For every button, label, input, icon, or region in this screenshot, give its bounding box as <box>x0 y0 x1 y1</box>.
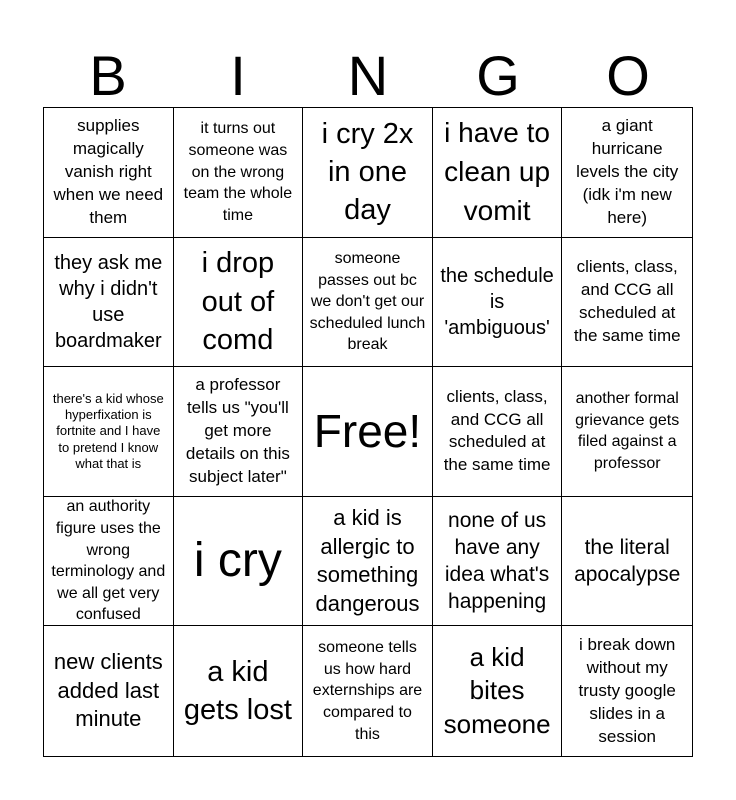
bingo-cell[interactable] <box>562 497 692 627</box>
bingo-cell[interactable] <box>174 626 304 756</box>
bingo-cell[interactable] <box>433 497 563 627</box>
bingo-cell[interactable] <box>303 497 433 627</box>
header-letter-b: B <box>89 44 127 107</box>
bingo-cell[interactable] <box>44 626 174 756</box>
header-letter-g: G <box>476 44 520 107</box>
cell-text: a kid bites someone <box>443 641 551 740</box>
bingo-cell[interactable] <box>433 108 563 238</box>
cell-text: the schedule is 'ambiguous' <box>440 264 554 339</box>
cell-text: a giant hurricane levels the city (idk i'm new here) <box>576 115 679 227</box>
bingo-cell[interactable] <box>562 108 692 238</box>
header-letter-n: N <box>347 44 389 107</box>
bingo-cell[interactable] <box>303 108 433 238</box>
cell-text: someone tells us how hard externships are compared to this <box>312 639 423 743</box>
cell-text: i cry <box>193 534 282 588</box>
bingo-cell[interactable] <box>562 238 692 368</box>
cell-text: there's a kid whose hyperfixation is fortnite and I have to pretend I know what that is <box>52 390 164 471</box>
bingo-cell[interactable] <box>44 497 174 627</box>
cell-text: none of us have any idea what's happening <box>444 508 550 614</box>
cell-text: a kid is allergic to something dangerous <box>315 504 420 616</box>
cell-text: supplies magically vanish right when we need them <box>53 115 164 227</box>
cell-text: the literal apocalypse <box>574 535 681 587</box>
cell-text: they ask me why i didn't use boardmaker <box>54 251 163 352</box>
cell-text: a kid gets lost <box>183 655 292 727</box>
cell-text: i drop out of comd <box>201 247 275 357</box>
bingo-cell[interactable] <box>562 367 692 497</box>
bingo-cell[interactable] <box>44 238 174 368</box>
header-letter-i: I <box>230 44 246 107</box>
bingo-cell[interactable] <box>433 626 563 756</box>
bingo-header <box>43 40 693 108</box>
bingo-cell[interactable] <box>303 626 433 756</box>
cell-text: i have to clean up vomit <box>444 117 551 226</box>
cell-text: a professor tells us "you'll get more details on this subject later" <box>185 375 290 486</box>
bingo-cell[interactable] <box>562 626 692 756</box>
bingo-cell[interactable] <box>44 108 174 238</box>
bingo-board <box>43 107 693 757</box>
bingo-cell[interactable] <box>433 367 563 497</box>
cell-text: an authority figure uses the wrong terminology and we all get very confused <box>51 498 166 624</box>
cell-text: someone passes out bc we don't get our scheduled lunch break <box>309 249 426 354</box>
bingo-cell[interactable] <box>174 367 304 497</box>
cell-text: i cry 2x in one day <box>321 117 414 227</box>
header-letter-o: O <box>606 44 650 107</box>
cell-text: clients, class, and CCG all scheduled at the same time <box>573 257 681 345</box>
free-space-cell[interactable] <box>303 367 433 497</box>
cell-text: i break down without my trusty google slides in a session <box>578 634 676 746</box>
free-space-text: Free! <box>313 404 422 457</box>
bingo-cell[interactable] <box>174 238 304 368</box>
bingo-cell[interactable] <box>433 238 563 368</box>
bingo-cell[interactable] <box>174 108 304 238</box>
cell-text: clients, class, and CCG all scheduled at the same time <box>443 386 551 475</box>
cell-text: it turns out someone was on the wrong team the whole time <box>183 120 293 224</box>
bingo-cell[interactable] <box>174 497 304 627</box>
bingo-cell[interactable] <box>44 367 174 497</box>
cell-text: another formal grievance gets filed against a professor <box>575 390 680 473</box>
bingo-cell[interactable] <box>303 238 433 368</box>
cell-text: new clients added last minute <box>53 649 163 732</box>
